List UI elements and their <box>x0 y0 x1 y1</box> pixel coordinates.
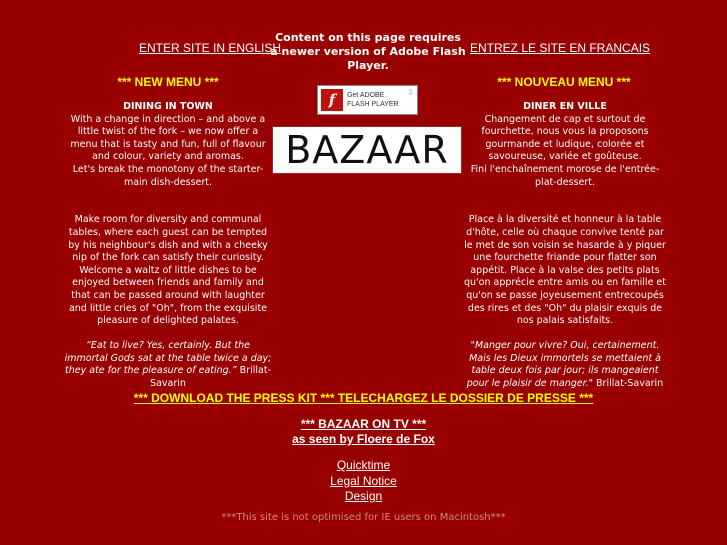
french-quote: "Manger pour vivre? Oui, certainement. Mais les Dieux immortels se mettaient à table deux fois par jour; ils mangeaient pour le plaisir de manger." <box>466 340 661 390</box>
english-para1: With a change in direction – and above a little twist of the fork – we now offer a menu that is tasty and fun, full of flavour and colour, variety and aromas. <box>70 113 266 163</box>
english-title: DINING IN TOWN <box>123 101 213 112</box>
bazaar-on-tv-link[interactable]: *** BAZAAR ON TV *** <box>300 417 427 431</box>
download-arrow-icon: ⇩ <box>407 88 414 97</box>
english-quote: “Eat to live? Yes, certainly. But the immortal Gods sat at the table twice a day; they ate for the pleasure of eating.” <box>64 340 272 377</box>
english-para2: Make room for diversity and communal tables, where each guest can be tempted by his neighbour's dish and with a cheeky nip of the fork can satisfy their curiosity. <box>68 214 268 264</box>
french-quote-block <box>462 340 668 390</box>
ie-mac-warning: ***This site is not optimised for IE users on Macintosh*** <box>221 512 506 523</box>
bazaar-logo-text: BAZAAR <box>285 128 449 172</box>
footer-links <box>0 458 727 505</box>
flash-player-icon: f <box>321 89 343 111</box>
design-link[interactable]: Design <box>344 489 383 503</box>
french-menu-column <box>462 101 668 391</box>
bazaar-logo <box>272 126 462 174</box>
french-quote-author: Brillat-Savarin <box>593 378 664 390</box>
bazaar-tv-block <box>0 417 727 447</box>
flash-required-message: Content on this page requires a newer version of Adobe Flash Player. <box>270 31 466 72</box>
new-menu-heading: *** NEW MENU *** <box>117 75 219 89</box>
english-para1b: Let's break the monotony of the starter-main dish-dessert. <box>72 163 264 188</box>
french-para2: Place à la diversité et honneur à la table d'hôte, celle où chaque convive tenté par le met de son voisin se hasarde à y piquer une fourchette friande pour flatter son appétit. Place à la valse des petits plats qu'on apprécie entre amis ou en famille et qu'on se passe joyeusement entrecoupés des rires et des "Oh" du plaisir exquis de nos palais satisfaits. <box>463 214 666 327</box>
flash-badge-text <box>347 91 399 109</box>
english-menu-column <box>64 101 272 391</box>
english-para2b: Welcome a waltz of little dishes to be enjoyed between friends and family and that can be passed around with laughter and little cries of "Oh", from the exquisite pleasure of delighted palates. <box>68 264 268 327</box>
flash-badge-line1: Get ADOBE <box>347 92 385 99</box>
english-quote-author: Brillat-Savarin <box>150 365 271 390</box>
quicktime-link[interactable]: Quicktime <box>336 458 391 472</box>
enter-english-link[interactable]: ENTER SITE IN ENGLISH <box>139 41 282 55</box>
get-flash-player-button[interactable] <box>317 85 418 115</box>
press-kit-row <box>0 391 727 405</box>
french-title: DINER EN VILLE <box>523 101 607 112</box>
french-para1: Changement de cap et surtout de fourchette, nous vous la proposons gourmande et ludique, colorée et savoureuse, variée et goûteuse. <box>481 113 649 163</box>
nouveau-menu-heading: *** NOUVEAU MENU *** <box>497 75 631 89</box>
flash-badge-line2: FLASH PLAYER <box>347 101 399 108</box>
enter-french-link[interactable]: ENTREZ LE SITE EN FRANCAIS <box>470 41 651 55</box>
french-para1b: Fini l'enchaînement morose de l'entrée-plat-dessert. <box>470 163 660 188</box>
press-kit-link[interactable]: *** DOWNLOAD THE PRESS KIT *** TELECHARGEZ LE DOSSIER DE PRESSE *** <box>133 391 594 405</box>
floere-de-fox-link[interactable]: as seen by Floere de Fox <box>292 432 435 446</box>
english-quote-block <box>64 340 272 390</box>
legal-notice-link[interactable]: Legal Notice <box>330 473 397 488</box>
